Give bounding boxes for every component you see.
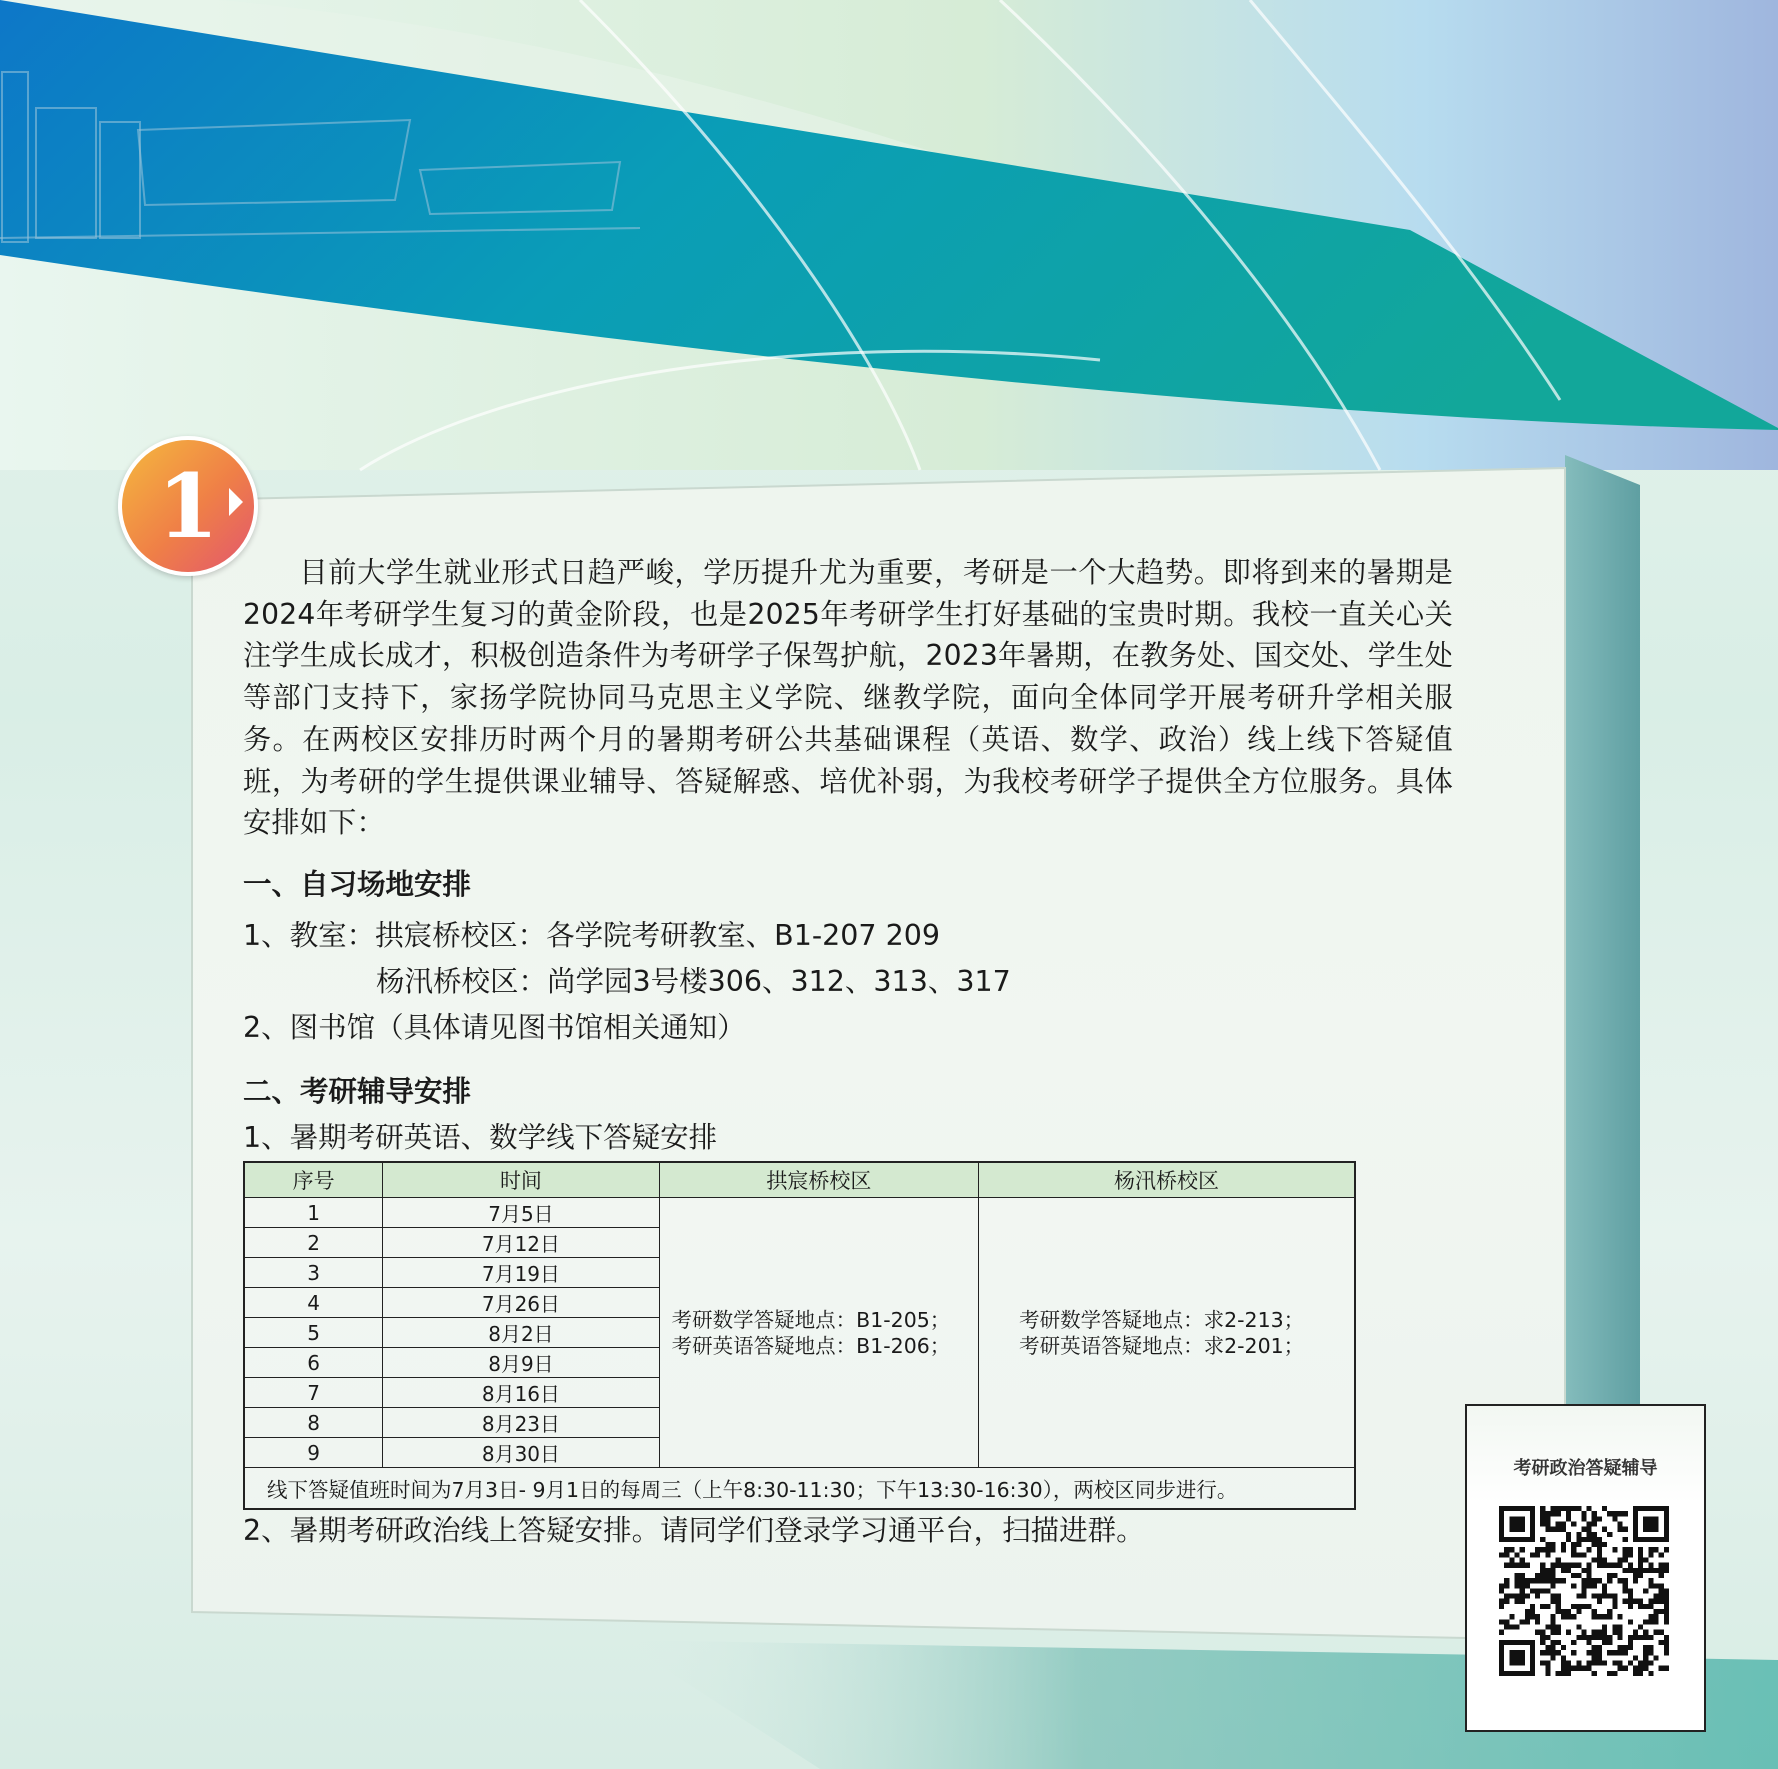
- row-date: 8月9日: [383, 1348, 659, 1378]
- row-number: 4: [244, 1288, 383, 1318]
- gongchen-math-location: 考研数学答疑地点：B1-205；: [671, 1307, 951, 1332]
- row-date: 7月12日: [383, 1228, 659, 1258]
- yangxun-english-location: 考研英语答疑地点：求2-201；: [1019, 1333, 1305, 1358]
- yangxun-math-location: 考研数学答疑地点：求2-213；: [1019, 1307, 1305, 1332]
- yangxun-locations: [979, 1198, 1355, 1468]
- section1-heading: 一、自习场地安排: [243, 867, 472, 901]
- row-number: 2: [244, 1228, 383, 1258]
- row-number: 3: [244, 1258, 383, 1288]
- row-date: 8月2日: [383, 1318, 659, 1348]
- intro-paragraph: 目前大学生就业形式日趋严峻，学历提升尤为重要，考研是一个大趋势。即将到来的暑期是2024年考研学生复习的黄金阶段，也是2025年考研学生打好基础的宝贵时期。我校一直关心关注学生成长成才，积极创造条件为考研学子保驾护航，2023年暑期，在教务处、国交处、学生处等部门支持下，家扬学院协同马克思主义学院、继教学院，面向全体同学开展考研升学相关服务。在两校区安排历时两个月的暑期考研公共基础课程（英语、数学、政治）线上线下答疑值班，为考研的学生提供课业辅导、答疑解惑、培优补弱，为我校考研学子提供全方位服务。具体安排如下：: [243, 556, 1453, 840]
- row-date: 8月16日: [383, 1378, 659, 1408]
- row-date: 7月26日: [383, 1288, 659, 1318]
- qr-code-card: [1465, 1404, 1706, 1732]
- section2-sub2: 2、暑期考研政治线上答疑安排。请同学们登录学习通平台，扫描进群。: [243, 1514, 1145, 1547]
- row-number: 7: [244, 1378, 383, 1408]
- table-header: 序号: [244, 1162, 383, 1198]
- section1-item2: 2、图书馆（具体请见图书馆相关通知）: [243, 1010, 746, 1044]
- table-row: [244, 1198, 1355, 1228]
- main-content: [243, 552, 1453, 1161]
- row-number: 9: [244, 1438, 383, 1468]
- table-header: 拱宸桥校区: [659, 1162, 978, 1198]
- row-number: 8: [244, 1408, 383, 1438]
- section2-sub1: 1、暑期考研英语、数学线下答疑安排: [243, 1120, 718, 1154]
- tutoring-schedule-table: [243, 1161, 1356, 1510]
- table-header: 时间: [383, 1162, 659, 1198]
- section1-item1: [243, 913, 1453, 959]
- table-note: 线下答疑值班时间为7月3日- 9月1日的每周三（上午8:30-11:30；下午13:30-16:30），两校区同步进行。: [244, 1468, 1355, 1510]
- gongchen-locations: [659, 1198, 978, 1468]
- row-date: 7月19日: [383, 1258, 659, 1288]
- row-number: 1: [244, 1198, 383, 1228]
- item1-campus2: 杨汛桥校区：尚学园3号楼306、312、313、317: [376, 964, 1011, 998]
- section2-heading: 二、考研辅导安排: [243, 1074, 472, 1108]
- badge-arrow-icon: [229, 488, 243, 516]
- row-date: 7月5日: [383, 1198, 659, 1228]
- section1-item1-campus2: [243, 959, 1453, 1005]
- row-number: 6: [244, 1348, 383, 1378]
- row-date: 8月30日: [383, 1438, 659, 1468]
- table-note-row: [244, 1468, 1355, 1510]
- gongchen-english-location: 考研英语答疑地点：B1-206；: [671, 1333, 951, 1358]
- qr-code-icon[interactable]: [1499, 1506, 1669, 1676]
- table-header: 杨汛桥校区: [979, 1162, 1355, 1198]
- table-header-row: [244, 1162, 1355, 1198]
- row-number: 5: [244, 1318, 383, 1348]
- badge-number: 1: [157, 454, 219, 558]
- item1-campus1: 拱宸桥校区：各学院考研教室、B1-207 209: [375, 918, 940, 952]
- item1-prefix: 1、教室：: [243, 918, 376, 952]
- qr-title: 考研政治答疑辅导: [1513, 1458, 1658, 1479]
- row-date: 8月23日: [383, 1408, 659, 1438]
